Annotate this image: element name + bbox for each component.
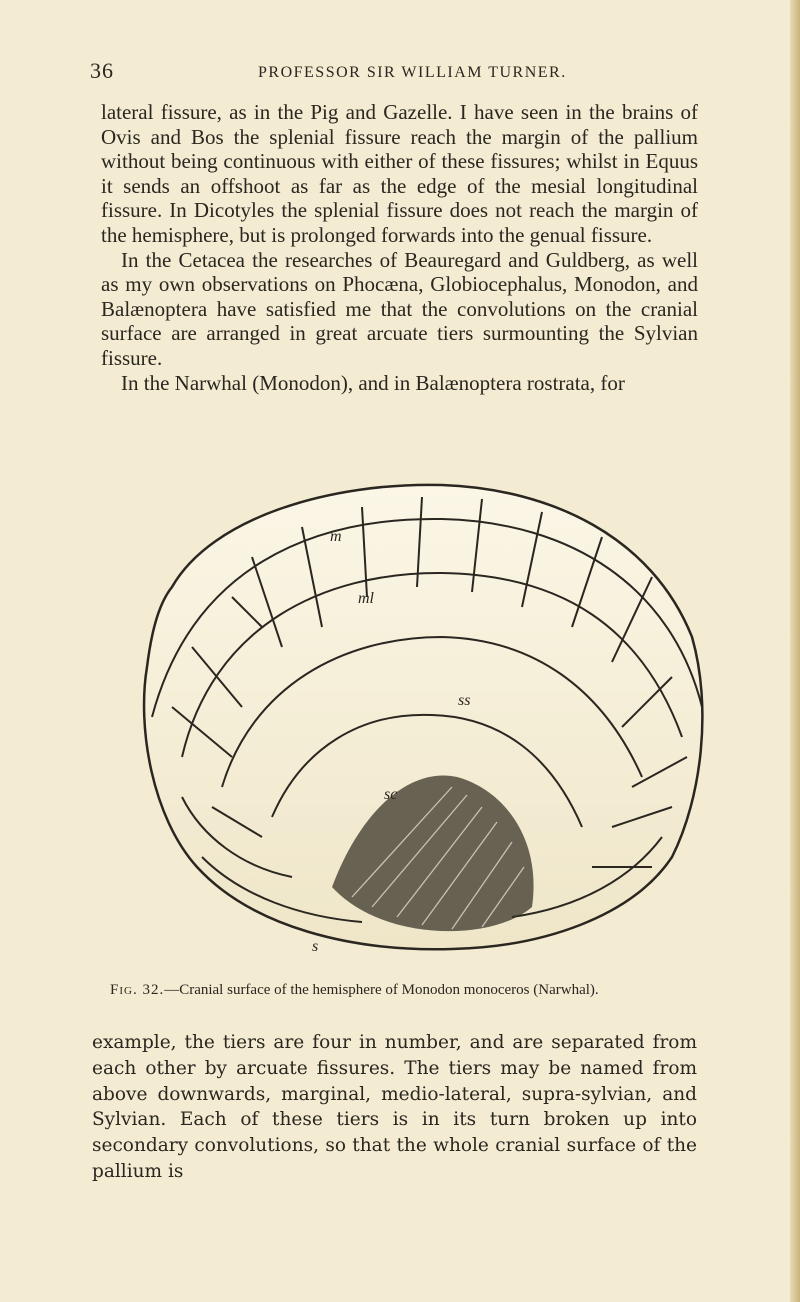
- paragraph: In the Cetacea the researches of Beauregard and Guldberg, as well as my own observations on Phocæna, Globiocephalus, Monodon, and Balænoptera have satisfied me that the convolutions on the cranial surface are arranged in great arcuate tiers surmounting the Sylvian fissure.: [101, 247, 698, 370]
- page-number: 36: [90, 58, 114, 83]
- label-m: m: [330, 528, 342, 545]
- figure-number: Fig. 32.: [110, 982, 165, 998]
- brain-illustration: [112, 477, 712, 957]
- body-text-bottom: [92, 1030, 697, 1185]
- paragraph: example, the tiers are four in number, and are separated from each other by arcuate fissures. The tiers may be named from above downwards, marginal, medio-lateral, supra-sylvian, and Sylvian. Each of these tiers is in its turn broken up into secondary convolutions, so that the whole cranial surface of the pallium is: [92, 1032, 697, 1182]
- running-head: PROFESSOR SIR WILLIAM TURNER.: [258, 64, 567, 81]
- label-ss: ss: [458, 692, 471, 709]
- brain-figure: [112, 477, 712, 957]
- page-header: [90, 58, 720, 88]
- label-ml: ml: [358, 590, 374, 607]
- paragraph: lateral fissure, as in the Pig and Gazelle. I have seen in the brains of Ovis and Bos the splenial fissure reach the margin of the pallium without being continuous with either of these fissures; whilst in Equus it sends an offshoot as far as the edge of the mesial longitudinal fissure. In Dicotyles the splenial fissure does not reach the margin of the hemisphere, but is prolonged forwards into the genual fissure.: [101, 100, 698, 247]
- page-edge: [790, 0, 800, 1302]
- label-sc: sc: [384, 786, 398, 803]
- body-text-top: [101, 100, 698, 395]
- figure-caption: [110, 982, 710, 999]
- caption-text: —Cranial surface of the hemisphere of Monodon monoceros (Narwhal).: [164, 982, 599, 998]
- paragraph: In the Narwhal (Monodon), and in Balænoptera rostrata, for: [121, 370, 625, 395]
- label-s: s: [312, 938, 319, 955]
